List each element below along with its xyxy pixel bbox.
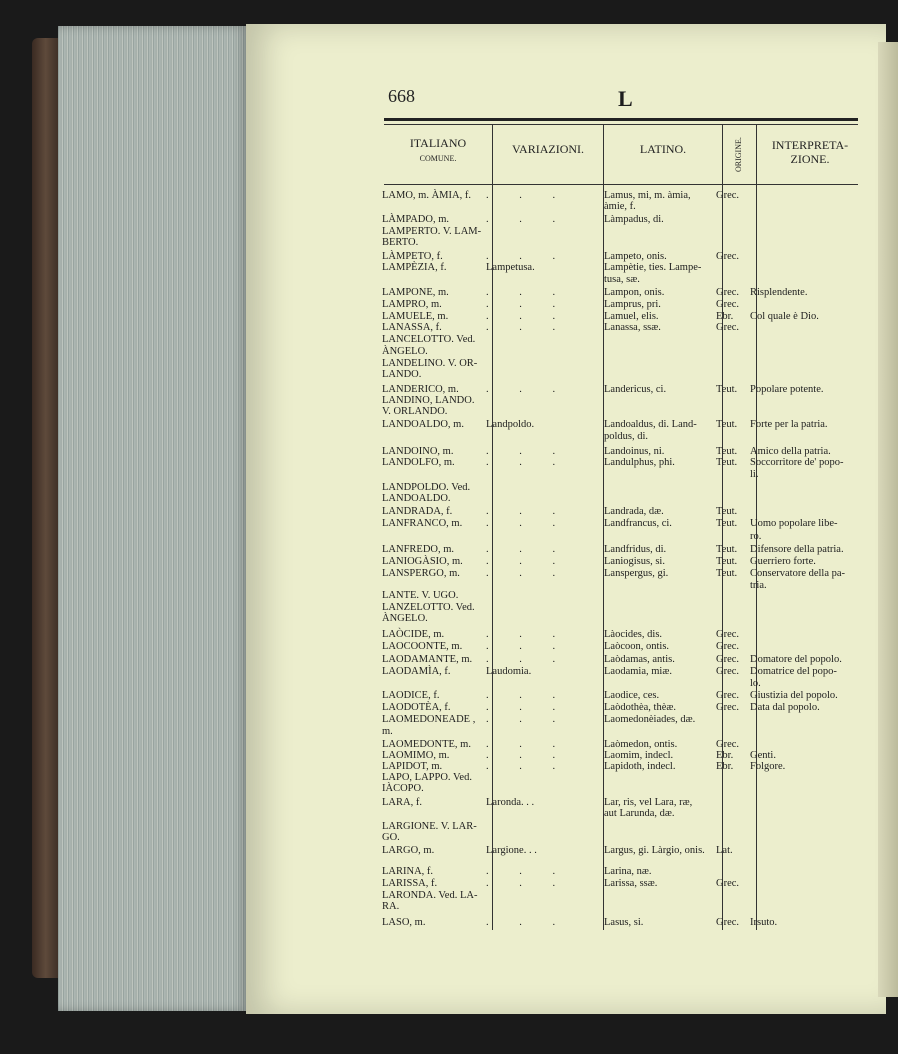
cell-origine: Lat. <box>716 845 733 856</box>
cell-origine: Grec. <box>716 917 740 928</box>
cell-variazioni: . . . <box>486 518 570 529</box>
cell-latino: Landoinus, ni. <box>604 446 665 457</box>
table-row <box>0 613 898 625</box>
cell-italiano: LARGIONE. V. LAR- <box>382 821 477 832</box>
cell-latino: Largus, gi. Làrgio, onis. <box>604 845 705 856</box>
table-row <box>0 726 898 738</box>
cell-interpretazione: Forte per la patria. <box>750 419 828 430</box>
table-row <box>0 431 898 443</box>
cell-variazioni: . . . <box>486 866 570 877</box>
cell-interpretazione: Risplendente. <box>750 287 808 298</box>
table-row <box>0 274 898 286</box>
cell-italiano: LAPO, LAPPO. Ved. <box>382 772 472 783</box>
cell-italiano: LANSPERGO, m. <box>382 568 460 579</box>
cell-variazioni: . . . <box>486 629 570 640</box>
table-row <box>0 334 898 346</box>
table-row <box>0 201 898 213</box>
cell-interpretazione: Difensore della patria. <box>750 544 844 555</box>
cell-variazioni: . . . <box>486 702 570 713</box>
cell-origine: Grec. <box>716 702 740 713</box>
cell-interpretazione: Irsuto. <box>750 917 778 928</box>
cell-variazioni: . . . <box>486 761 570 772</box>
cell-variazioni: Largione. . . <box>486 845 537 856</box>
table-row <box>0 406 898 418</box>
cell-latino: Lamprus, pri. <box>604 299 661 310</box>
cell-interpretazione: lo. <box>750 678 761 689</box>
cell-latino: Làmpadus, di. <box>604 214 664 225</box>
table-row <box>0 346 898 358</box>
cell-variazioni: Laronda. . . <box>486 797 535 808</box>
cell-origine: Grec. <box>716 641 740 652</box>
cell-interpretazione: Domatrice del popo- <box>750 666 837 677</box>
cell-italiano: LANFREDO, m. <box>382 544 455 555</box>
cell-latino: Lasus, si. <box>604 917 644 928</box>
cell-latino: Lanspergus, gi. <box>604 568 669 579</box>
cell-italiano: LAMPRO, m. <box>382 299 442 310</box>
cell-latino: Laniogisus, si. <box>604 556 665 567</box>
cell-italiano: LANDRADA, f. <box>382 506 453 517</box>
table-row <box>0 568 898 580</box>
cell-italiano: LAMO, m. ÀMIA, f. <box>382 190 471 201</box>
table-row <box>0 299 898 311</box>
cell-variazioni: . . . <box>486 299 570 310</box>
table-row <box>0 556 898 568</box>
table-row <box>0 493 898 505</box>
cell-italiano: GO. <box>382 832 400 843</box>
cell-variazioni: . . . <box>486 568 570 579</box>
table-row <box>0 369 898 381</box>
cell-variazioni: . . . <box>486 641 570 652</box>
cell-origine: Grec. <box>716 690 740 701</box>
cell-variazioni: . . . <box>486 690 570 701</box>
cell-origine: Grec. <box>716 654 740 665</box>
table-row <box>0 531 898 543</box>
column-header-origine: ORIGINE. <box>734 137 743 173</box>
cell-latino: Lanassa, ssæ. <box>604 322 661 333</box>
cell-italiano: LAMUELE, m. <box>382 311 449 322</box>
cell-variazioni: . . . <box>486 457 570 468</box>
column-header-interpretazione <box>760 138 860 166</box>
cell-italiano: LÀMPETO, f. <box>382 251 443 262</box>
cell-variazioni: . . . <box>486 311 570 322</box>
table-row <box>0 237 898 249</box>
cell-latino: Landoaldus, di. Land- <box>604 419 697 430</box>
cell-latino: Laodamia, miæ. <box>604 666 672 677</box>
table-row <box>0 878 898 890</box>
cell-latino: Landfrancus, ci. <box>604 518 672 529</box>
cell-variazioni: . . . <box>486 506 570 517</box>
cell-interpretazione: tria. <box>750 580 767 591</box>
table-row <box>0 845 898 857</box>
column-header-rule <box>384 184 858 185</box>
cell-italiano: BERTO. <box>382 237 419 248</box>
cell-origine: Teut. <box>716 556 738 567</box>
cell-interpretazione: Domatore del popolo. <box>750 654 842 665</box>
cell-italiano: LANDOALDO. <box>382 493 451 504</box>
cell-variazioni: . . . <box>486 322 570 333</box>
cell-latino: aut Larunda, dæ. <box>604 808 675 819</box>
cell-variazioni: Landpoldo. <box>486 419 535 430</box>
cell-interpretazione: Popolare potente. <box>750 384 824 395</box>
table-row <box>0 714 898 726</box>
cell-variazioni: . . . <box>486 917 570 928</box>
cell-origine: Teut. <box>716 457 738 468</box>
table-row <box>0 629 898 641</box>
column-header-interpretazione-line1: INTERPRETA- <box>771 138 849 152</box>
table-row <box>0 518 898 530</box>
cell-italiano: LAMPERTO. V. LAM- <box>382 226 482 237</box>
cell-origine: Ebr. <box>716 761 734 772</box>
cell-latino: Landericus, ci. <box>604 384 667 395</box>
cell-latino: Landfridus, di. <box>604 544 667 555</box>
table-row <box>0 690 898 702</box>
cell-interpretazione: Conservatore della pa- <box>750 568 846 579</box>
cell-variazioni: . . . <box>486 446 570 457</box>
section-letter: L <box>618 86 633 111</box>
cell-variazioni: . . . <box>486 190 570 201</box>
cell-italiano: V. ORLANDO. <box>382 406 448 417</box>
cell-italiano: LASO, m. <box>382 917 426 928</box>
cell-italiano: LAOCOONTE, m. <box>382 641 463 652</box>
cell-latino: Landulphus, phi. <box>604 457 675 468</box>
cell-origine: Ebr. <box>716 311 734 322</box>
cell-latino: Laòdothèa, thèæ. <box>604 702 677 713</box>
cell-italiano: LAODOTÈA, f. <box>382 702 451 713</box>
cell-interpretazione: Uomo popolare libe- <box>750 518 838 529</box>
cell-variazioni: . . . <box>486 287 570 298</box>
cell-italiano: LANZELOTTO. Ved. <box>382 602 475 613</box>
cell-italiano: LAODAMÌA, f. <box>382 666 451 677</box>
cell-italiano: LANTE. V. UGO. <box>382 590 459 601</box>
cell-italiano: LANDELINO. V. OR- <box>382 358 478 369</box>
cell-latino: Landrada, dæ. <box>604 506 664 517</box>
cell-italiano: LÀMPADO, m. <box>382 214 449 225</box>
column-header-latino: LATINO. <box>639 142 687 156</box>
cell-interpretazione: Col quale è Dio. <box>750 311 819 322</box>
cell-origine: Teut. <box>716 446 738 457</box>
cell-italiano: LARISSA, f. <box>382 878 438 889</box>
cell-italiano: LANASSA, f. <box>382 322 442 333</box>
cell-latino: Lamuel, elis. <box>604 311 659 322</box>
cell-italiano: LAMPONE, m. <box>382 287 449 298</box>
cell-origine: Grec. <box>716 629 740 640</box>
table-row <box>0 590 898 602</box>
table-row <box>0 666 898 678</box>
cell-variazioni: . . . <box>486 878 570 889</box>
cell-variazioni: . . . <box>486 384 570 395</box>
cell-interpretazione: Data dal popolo. <box>750 702 820 713</box>
cell-origine: Grec. <box>716 299 740 310</box>
cell-latino: Laòcoon, ontis. <box>604 641 670 652</box>
cell-latino: Làocides, dis. <box>604 629 663 640</box>
cell-origine: Teut. <box>716 384 738 395</box>
cell-latino: tusa, sæ. <box>604 274 640 285</box>
cell-italiano: LAOMEDONTE, m. <box>382 739 471 750</box>
cell-variazioni: . . . <box>486 750 570 761</box>
cell-italiano: LARA, f. <box>382 797 422 808</box>
table-row <box>0 287 898 299</box>
cell-latino: Larina, næ. <box>604 866 652 877</box>
cell-italiano: LANCELOTTO. Ved. <box>382 334 476 345</box>
cell-latino: Laòdamas, antis. <box>604 654 675 665</box>
column-header-variazioni: VARIAZIONI. <box>511 142 585 156</box>
cell-origine: Grec. <box>716 190 740 201</box>
cell-italiano: LANDINO, LANDO. <box>382 395 475 406</box>
cell-interpretazione: Genti. <box>750 750 776 761</box>
cell-origine: Teut. <box>716 518 738 529</box>
column-header-italiano-label: ITALIANO <box>409 136 467 150</box>
cell-interpretazione: Guerriero forte. <box>750 556 816 567</box>
cell-italiano: LARGO, m. <box>382 845 435 856</box>
cell-origine: Ebr. <box>716 750 734 761</box>
table-row <box>0 702 898 714</box>
cell-interpretazione: Amico della patria. <box>750 446 831 457</box>
table-row <box>0 457 898 469</box>
cell-latino: Lampon, onis. <box>604 287 665 298</box>
column-header-italiano-sub: COMUNE. <box>419 154 457 163</box>
cell-latino: Laodice, ces. <box>604 690 660 701</box>
table-row <box>0 262 898 274</box>
cell-variazioni: . . . <box>486 214 570 225</box>
cell-italiano: LARONDA. Ved. LA- <box>382 890 478 901</box>
table-row <box>0 678 898 690</box>
table-row <box>0 783 898 795</box>
cell-italiano: LANDO. <box>382 369 422 380</box>
cell-interpretazione: Giustizia del popolo. <box>750 690 838 701</box>
cell-latino: Lamus, mi, m. àmia, <box>604 190 691 201</box>
cell-latino: Lapidoth, indecl. <box>604 761 676 772</box>
cell-origine: Teut. <box>716 568 738 579</box>
cell-variazioni: . . . <box>486 544 570 555</box>
cell-italiano: IÀCOPO. <box>382 783 424 794</box>
header-rule <box>384 118 858 121</box>
cell-italiano: LARINA, f. <box>382 866 434 877</box>
cell-italiano: LANIOGÀSIO, m. <box>382 556 463 567</box>
cell-latino: poldus, di. <box>604 431 649 442</box>
cell-italiano: LANDOALDO, m. <box>382 419 464 430</box>
cell-variazioni: Lampetusa. <box>486 262 535 273</box>
cell-latino: Lampètie, ties. Lampe- <box>604 262 702 273</box>
table-row <box>0 866 898 878</box>
cell-italiano: m. <box>382 726 393 737</box>
cell-origine: Teut. <box>716 506 738 517</box>
table-row <box>0 544 898 556</box>
cell-italiano: LANFRANCO, m. <box>382 518 463 529</box>
column-header-italiano <box>386 136 490 166</box>
cell-italiano: LANDOLFO, m. <box>382 457 455 468</box>
cell-interpretazione: li. <box>750 469 759 480</box>
cell-italiano: LAODAMANTE, m. <box>382 654 473 665</box>
cell-latino: Lampeto, onis. <box>604 251 667 262</box>
cell-latino: àmie, f. <box>604 201 636 212</box>
cell-variazioni: . . . <box>486 739 570 750</box>
cell-origine: Teut. <box>716 544 738 555</box>
cell-italiano: LANDOINO, m. <box>382 446 454 457</box>
cell-latino: Laomedonèiades, dæ. <box>604 714 696 725</box>
cell-italiano: ÀNGELO. <box>382 613 428 624</box>
cell-italiano: LANDPOLDO. Ved. <box>382 482 471 493</box>
cell-origine: Grec. <box>716 322 740 333</box>
cell-italiano: LAMPÈZIA, f. <box>382 262 447 273</box>
cell-italiano: ÀNGELO. <box>382 346 428 357</box>
cell-italiano: RA. <box>382 901 400 912</box>
cell-origine: Grec. <box>716 666 740 677</box>
table-row <box>0 654 898 666</box>
cell-italiano: LAOMIMO, m. <box>382 750 450 761</box>
cell-origine: Grec. <box>716 739 740 750</box>
cell-latino: Laòmedon, ontis. <box>604 739 678 750</box>
cell-interpretazione: Soccorritore de' popo- <box>750 457 844 468</box>
cell-italiano: LANDERICO, m. <box>382 384 459 395</box>
cell-italiano: LAODICE, f. <box>382 690 440 701</box>
table-row <box>0 641 898 653</box>
cell-variazioni: . . . <box>486 556 570 567</box>
cell-variazioni: . . . <box>486 251 570 262</box>
cell-origine: Grec. <box>716 251 740 262</box>
table-row <box>0 832 898 844</box>
cell-latino: Larissa, ssæ. <box>604 878 658 889</box>
table-row <box>0 901 898 913</box>
table-row <box>0 506 898 518</box>
cell-variazioni: Laudomia. <box>486 666 532 677</box>
column-header-interpretazione-line2: ZIONE. <box>790 152 830 166</box>
cell-variazioni: . . . <box>486 654 570 665</box>
table-row <box>0 808 898 820</box>
table-row <box>0 419 898 431</box>
cell-latino: Laomim, indecl. <box>604 750 674 761</box>
cell-italiano: LAPIDOT, m. <box>382 761 443 772</box>
table-row <box>0 214 898 226</box>
table-row <box>0 917 898 929</box>
page-number: 668 <box>388 86 415 106</box>
cell-origine: Teut. <box>716 419 738 430</box>
cell-variazioni: . . . <box>486 714 570 725</box>
cell-origine: Grec. <box>716 287 740 298</box>
cell-italiano: LAOMEDONEADE , <box>382 714 476 725</box>
cell-interpretazione: Folgore. <box>750 761 786 772</box>
cell-latino: Lar, ris, vel Lara, ræ, <box>604 797 693 808</box>
table-row <box>0 322 898 334</box>
cell-origine: Grec. <box>716 878 740 889</box>
table-row <box>0 469 898 481</box>
cell-italiano: LAÒCIDE, m. <box>382 629 445 640</box>
header-rule-thin <box>384 124 858 125</box>
cell-interpretazione: ro. <box>750 531 762 542</box>
